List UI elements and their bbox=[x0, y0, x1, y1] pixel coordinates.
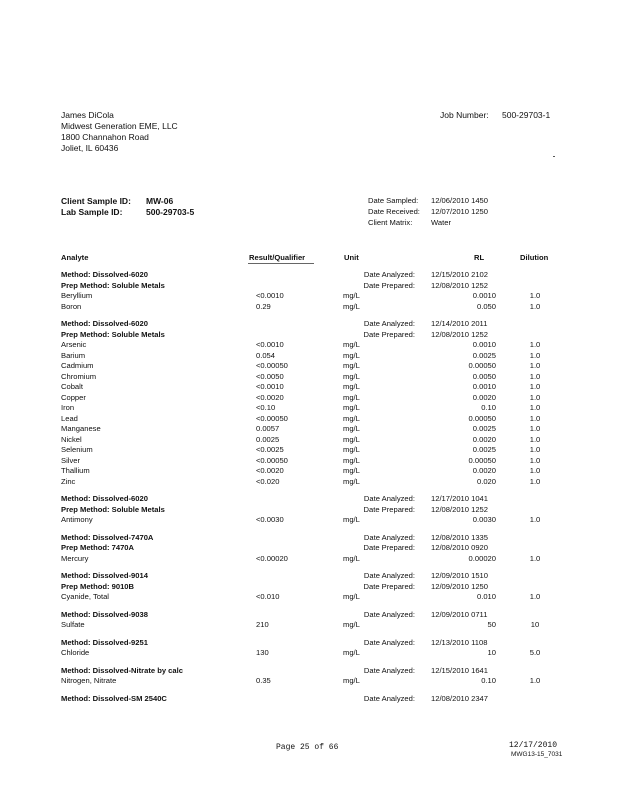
analyte-name: Beryllium bbox=[61, 291, 93, 300]
client-matrix-label: Client Matrix: bbox=[368, 218, 413, 227]
rl-value: 0.0020 bbox=[472, 434, 496, 444]
col-header-dilution: Dilution bbox=[520, 253, 549, 262]
prep-method-row bbox=[0, 582, 618, 592]
result-value: <0.00050 bbox=[256, 455, 288, 465]
method-name: Method: Dissolved-7470A bbox=[61, 532, 154, 542]
analyte-name: Antimony bbox=[61, 515, 93, 524]
analyte-name: Copper bbox=[61, 392, 86, 402]
addressee-company: Midwest Generation EME, LLC bbox=[61, 121, 178, 131]
unit-value: mg/L bbox=[343, 403, 360, 412]
table-row bbox=[0, 477, 618, 487]
date-label: Date Analyzed: bbox=[363, 494, 415, 503]
analyte-name: Chromium bbox=[61, 371, 97, 381]
addressee-name: James DiCola bbox=[61, 110, 114, 120]
rl-value: 0.0050 bbox=[472, 371, 496, 381]
result-value: 130 bbox=[256, 648, 269, 657]
method-row bbox=[0, 533, 618, 543]
rl-value: 0.050 bbox=[476, 301, 496, 311]
prep-method-name: Prep Method: Soluble Metals bbox=[61, 504, 165, 514]
result-value: <0.0010 bbox=[256, 382, 284, 391]
date-value: 12/09/2010 0711 bbox=[431, 609, 488, 619]
unit-value: mg/L bbox=[343, 382, 360, 391]
result-value: <0.0010 bbox=[256, 291, 284, 300]
date-value: 12/13/2010 1108 bbox=[431, 637, 488, 647]
analyte-name: Iron bbox=[61, 403, 75, 412]
result-value: <0.0020 bbox=[256, 392, 284, 402]
date-value: 12/08/2010 2347 bbox=[431, 693, 489, 703]
dilution-value: 1.0 bbox=[529, 350, 541, 360]
lab-sample-id-label: Lab Sample ID: bbox=[61, 207, 123, 217]
date-value: 12/08/2010 0920 bbox=[431, 543, 489, 552]
date-label: Date Analyzed: bbox=[363, 532, 415, 542]
table-row bbox=[0, 620, 618, 630]
rl-value: 0.0025 bbox=[472, 350, 496, 360]
date-value: 12/09/2010 1250 bbox=[431, 581, 489, 591]
addressee-street: 1800 Channahon Road bbox=[61, 132, 149, 142]
rl-value: 0.0020 bbox=[472, 392, 496, 402]
dilution-value: 1.0 bbox=[529, 466, 541, 475]
date-label: Date Analyzed: bbox=[363, 319, 415, 328]
document-code: MWG13-15_7031 bbox=[511, 751, 563, 758]
rl-value: 0.020 bbox=[476, 476, 496, 486]
result-value: 0.35 bbox=[256, 676, 271, 685]
table-row bbox=[0, 515, 618, 525]
rl-value: 0.00050 bbox=[468, 413, 496, 423]
unit-value: mg/L bbox=[343, 371, 360, 381]
table-row bbox=[0, 291, 618, 301]
table-row bbox=[0, 372, 618, 382]
analyte-name: Lead bbox=[61, 413, 78, 423]
unit-value: mg/L bbox=[343, 291, 360, 300]
col-header-analyte: Analyte bbox=[61, 253, 89, 262]
analyte-name: Selenium bbox=[61, 445, 93, 454]
unit-value: mg/L bbox=[343, 350, 360, 360]
table-row bbox=[0, 414, 618, 424]
dilution-value: 1.0 bbox=[529, 371, 541, 381]
unit-value: mg/L bbox=[343, 434, 360, 444]
date-label: Date Prepared: bbox=[363, 329, 415, 339]
analyte-name: Boron bbox=[61, 301, 82, 311]
client-sample-id-label: Client Sample ID: bbox=[61, 196, 131, 206]
job-number-value: 500-29703-1 bbox=[502, 110, 551, 120]
dilution-value: 1.0 bbox=[529, 382, 541, 391]
rl-value: 0.0025 bbox=[472, 445, 496, 454]
prep-method-name: Prep Method: 7470A bbox=[61, 543, 135, 552]
table-row bbox=[0, 445, 618, 455]
unit-value: mg/L bbox=[343, 476, 360, 486]
footer-date: 12/17/2010 bbox=[509, 741, 558, 750]
date-sampled-label: Date Sampled: bbox=[368, 196, 419, 205]
method-name: Method: Dissolved-Nitrate by calc bbox=[61, 665, 183, 675]
result-value: 0.054 bbox=[256, 350, 276, 360]
table-row bbox=[0, 382, 618, 392]
unit-value: mg/L bbox=[343, 361, 360, 370]
analyte-name: Silver bbox=[61, 455, 80, 465]
dilution-value: 1.0 bbox=[529, 424, 541, 433]
date-value: 12/15/2010 2102 bbox=[431, 270, 489, 279]
dilution-value: 1.0 bbox=[529, 455, 541, 465]
method-name: Method: Dissolved-6020 bbox=[61, 494, 148, 503]
date-label: Date Analyzed: bbox=[363, 270, 415, 279]
table-row bbox=[0, 435, 618, 445]
rl-value: 0.0010 bbox=[472, 291, 496, 300]
result-value: <0.0010 bbox=[256, 340, 284, 349]
result-value: <0.0050 bbox=[256, 371, 284, 381]
date-label: Date Analyzed: bbox=[363, 693, 415, 703]
analyte-name: Cobalt bbox=[61, 382, 83, 391]
table-row bbox=[0, 340, 618, 350]
rl-value: 0.0030 bbox=[472, 515, 496, 524]
unit-value: mg/L bbox=[343, 413, 360, 423]
date-label: Date Analyzed: bbox=[363, 609, 415, 619]
date-value: 12/09/2010 1510 bbox=[431, 571, 489, 580]
rl-value: 50 bbox=[487, 620, 496, 629]
table-row bbox=[0, 456, 618, 466]
date-value: 12/17/2010 1041 bbox=[431, 494, 489, 503]
analyte-name: Chloride bbox=[61, 648, 90, 657]
method-row bbox=[0, 494, 618, 504]
analyte-name: Cadmium bbox=[61, 361, 94, 370]
rl-value: 0.00050 bbox=[468, 455, 496, 465]
method-name: Method: Dissolved-9038 bbox=[61, 609, 148, 619]
dilution-value: 1.0 bbox=[529, 553, 541, 563]
dilution-value: 1.0 bbox=[529, 434, 541, 444]
scan-speck bbox=[553, 156, 555, 157]
table-row bbox=[0, 554, 618, 564]
analyte-name: Nickel bbox=[61, 434, 82, 444]
prep-method-row bbox=[0, 281, 618, 291]
date-value: 12/14/2010 2011 bbox=[431, 319, 488, 328]
analyte-name: Thallium bbox=[61, 466, 90, 475]
result-value: <0.00050 bbox=[256, 361, 288, 370]
header-underline bbox=[248, 263, 314, 264]
unit-value: mg/L bbox=[343, 592, 360, 601]
unit-value: mg/L bbox=[343, 424, 360, 433]
prep-method-row bbox=[0, 505, 618, 515]
method-row bbox=[0, 694, 618, 704]
rl-value: 0.0025 bbox=[472, 424, 496, 433]
rl-value: 0.10 bbox=[481, 676, 496, 685]
table-row bbox=[0, 361, 618, 371]
table-row bbox=[0, 676, 618, 686]
analyte-name: Barium bbox=[61, 350, 86, 360]
method-name: Method: Dissolved-6020 bbox=[61, 270, 148, 279]
unit-value: mg/L bbox=[343, 553, 360, 563]
dilution-value: 1.0 bbox=[529, 340, 541, 349]
unit-value: mg/L bbox=[343, 466, 360, 475]
unit-value: mg/L bbox=[343, 648, 360, 657]
method-row bbox=[0, 571, 618, 581]
result-value: <0.0030 bbox=[256, 515, 284, 524]
col-header-rl: RL bbox=[474, 253, 485, 262]
rl-value: 0.010 bbox=[476, 592, 496, 601]
table-row bbox=[0, 403, 618, 413]
unit-value: mg/L bbox=[343, 445, 360, 454]
table-row bbox=[0, 592, 618, 602]
dilution-value: 1.0 bbox=[529, 445, 541, 454]
rl-value: 0.10 bbox=[481, 403, 496, 412]
method-row bbox=[0, 610, 618, 620]
analyte-name: Cyanide, Total bbox=[61, 592, 109, 601]
unit-value: mg/L bbox=[343, 620, 360, 629]
date-sampled: 12/06/2010 1450 bbox=[431, 196, 489, 205]
table-row bbox=[0, 648, 618, 658]
date-value: 12/15/2010 1641 bbox=[431, 665, 489, 675]
table-row bbox=[0, 466, 618, 476]
result-value: 0.0025 bbox=[256, 434, 280, 444]
unit-value: mg/L bbox=[343, 676, 360, 685]
client-matrix: Water bbox=[431, 218, 451, 227]
method-name: Method: Dissolved-9251 bbox=[61, 637, 148, 647]
dilution-value: 1.0 bbox=[529, 301, 541, 311]
result-value: <0.0020 bbox=[256, 466, 284, 475]
result-value: 0.29 bbox=[256, 301, 271, 311]
analyte-name: Mercury bbox=[61, 553, 89, 563]
col-header-result: Result/Qualifier bbox=[249, 253, 306, 262]
result-value: <0.00050 bbox=[256, 413, 288, 423]
prep-method-name: Prep Method: Soluble Metals bbox=[61, 280, 165, 290]
rl-value: 10 bbox=[487, 648, 496, 657]
analyte-name: Arsenic bbox=[61, 340, 87, 349]
date-received-label: Date Received: bbox=[368, 207, 420, 216]
rl-value: 0.0010 bbox=[472, 382, 496, 391]
date-label: Date Analyzed: bbox=[363, 571, 415, 580]
client-sample-id: MW-06 bbox=[146, 196, 174, 206]
addressee-city: Joliet, IL 60436 bbox=[61, 143, 119, 153]
rl-value: 0.00020 bbox=[468, 553, 496, 563]
method-row bbox=[0, 666, 618, 676]
date-value: 12/08/2010 1252 bbox=[431, 280, 489, 290]
method-name: Method: Dissolved-9014 bbox=[61, 571, 148, 580]
dilution-value: 1.0 bbox=[529, 413, 541, 423]
prep-method-name: Prep Method: Soluble Metals bbox=[61, 329, 165, 339]
unit-value: mg/L bbox=[343, 392, 360, 402]
rl-value: 0.00050 bbox=[468, 361, 496, 370]
date-label: Date Prepared: bbox=[363, 543, 415, 552]
result-value: 210 bbox=[256, 620, 269, 629]
dilution-value: 1.0 bbox=[529, 676, 541, 685]
method-name: Method: Dissolved-6020 bbox=[61, 319, 148, 328]
rl-value: 0.0010 bbox=[472, 340, 496, 349]
method-name: Method: Dissolved-SM 2540C bbox=[61, 693, 167, 703]
dilution-value: 5.0 bbox=[529, 648, 541, 657]
result-value: <0.010 bbox=[256, 592, 280, 601]
method-row bbox=[0, 270, 618, 280]
lab-sample-id: 500-29703-5 bbox=[146, 207, 195, 217]
unit-value: mg/L bbox=[343, 340, 360, 349]
table-row bbox=[0, 351, 618, 361]
job-number-label: Job Number: bbox=[440, 110, 489, 120]
unit-value: mg/L bbox=[343, 515, 360, 524]
dilution-value: 1.0 bbox=[529, 592, 541, 601]
analyte-name: Zinc bbox=[61, 476, 76, 486]
dilution-value: 1.0 bbox=[529, 515, 541, 524]
prep-method-name: Prep Method: 9010B bbox=[61, 581, 135, 591]
analyte-name: Nitrogen, Nitrate bbox=[61, 676, 117, 685]
date-label: Date Prepared: bbox=[363, 504, 415, 514]
date-label: Date Prepared: bbox=[363, 280, 415, 290]
method-row bbox=[0, 638, 618, 648]
result-value: <0.00020 bbox=[256, 553, 288, 563]
page-number: Page 25 of 66 bbox=[276, 743, 339, 752]
result-value: <0.0025 bbox=[256, 445, 284, 454]
date-value: 12/08/2010 1252 bbox=[431, 504, 489, 514]
date-value: 12/08/2010 1335 bbox=[431, 532, 489, 542]
dilution-value: 1.0 bbox=[529, 403, 541, 412]
result-value: <0.10 bbox=[256, 403, 276, 412]
date-label: Date Analyzed: bbox=[363, 637, 415, 647]
table-row bbox=[0, 424, 618, 434]
date-received: 12/07/2010 1250 bbox=[431, 207, 489, 216]
dilution-value: 1.0 bbox=[529, 392, 541, 402]
date-label: Date Analyzed: bbox=[363, 665, 415, 675]
result-value: <0.020 bbox=[256, 476, 280, 486]
table-row bbox=[0, 302, 618, 312]
prep-method-row bbox=[0, 330, 618, 340]
dilution-value: 1.0 bbox=[529, 361, 541, 370]
analyte-name: Manganese bbox=[61, 424, 101, 433]
dilution-value: 1.0 bbox=[529, 291, 541, 300]
dilution-value: 1.0 bbox=[529, 476, 541, 486]
date-value: 12/08/2010 1252 bbox=[431, 329, 489, 339]
col-header-unit: Unit bbox=[344, 253, 359, 262]
table-row bbox=[0, 393, 618, 403]
rl-value: 0.0020 bbox=[472, 466, 496, 475]
unit-value: mg/L bbox=[343, 455, 360, 465]
date-label: Date Prepared: bbox=[363, 581, 415, 591]
method-row bbox=[0, 319, 618, 329]
analyte-name: Sulfate bbox=[61, 620, 85, 629]
prep-method-row bbox=[0, 543, 618, 553]
dilution-value: 10 bbox=[530, 620, 540, 629]
unit-value: mg/L bbox=[343, 301, 360, 311]
result-value: 0.0057 bbox=[256, 424, 280, 433]
